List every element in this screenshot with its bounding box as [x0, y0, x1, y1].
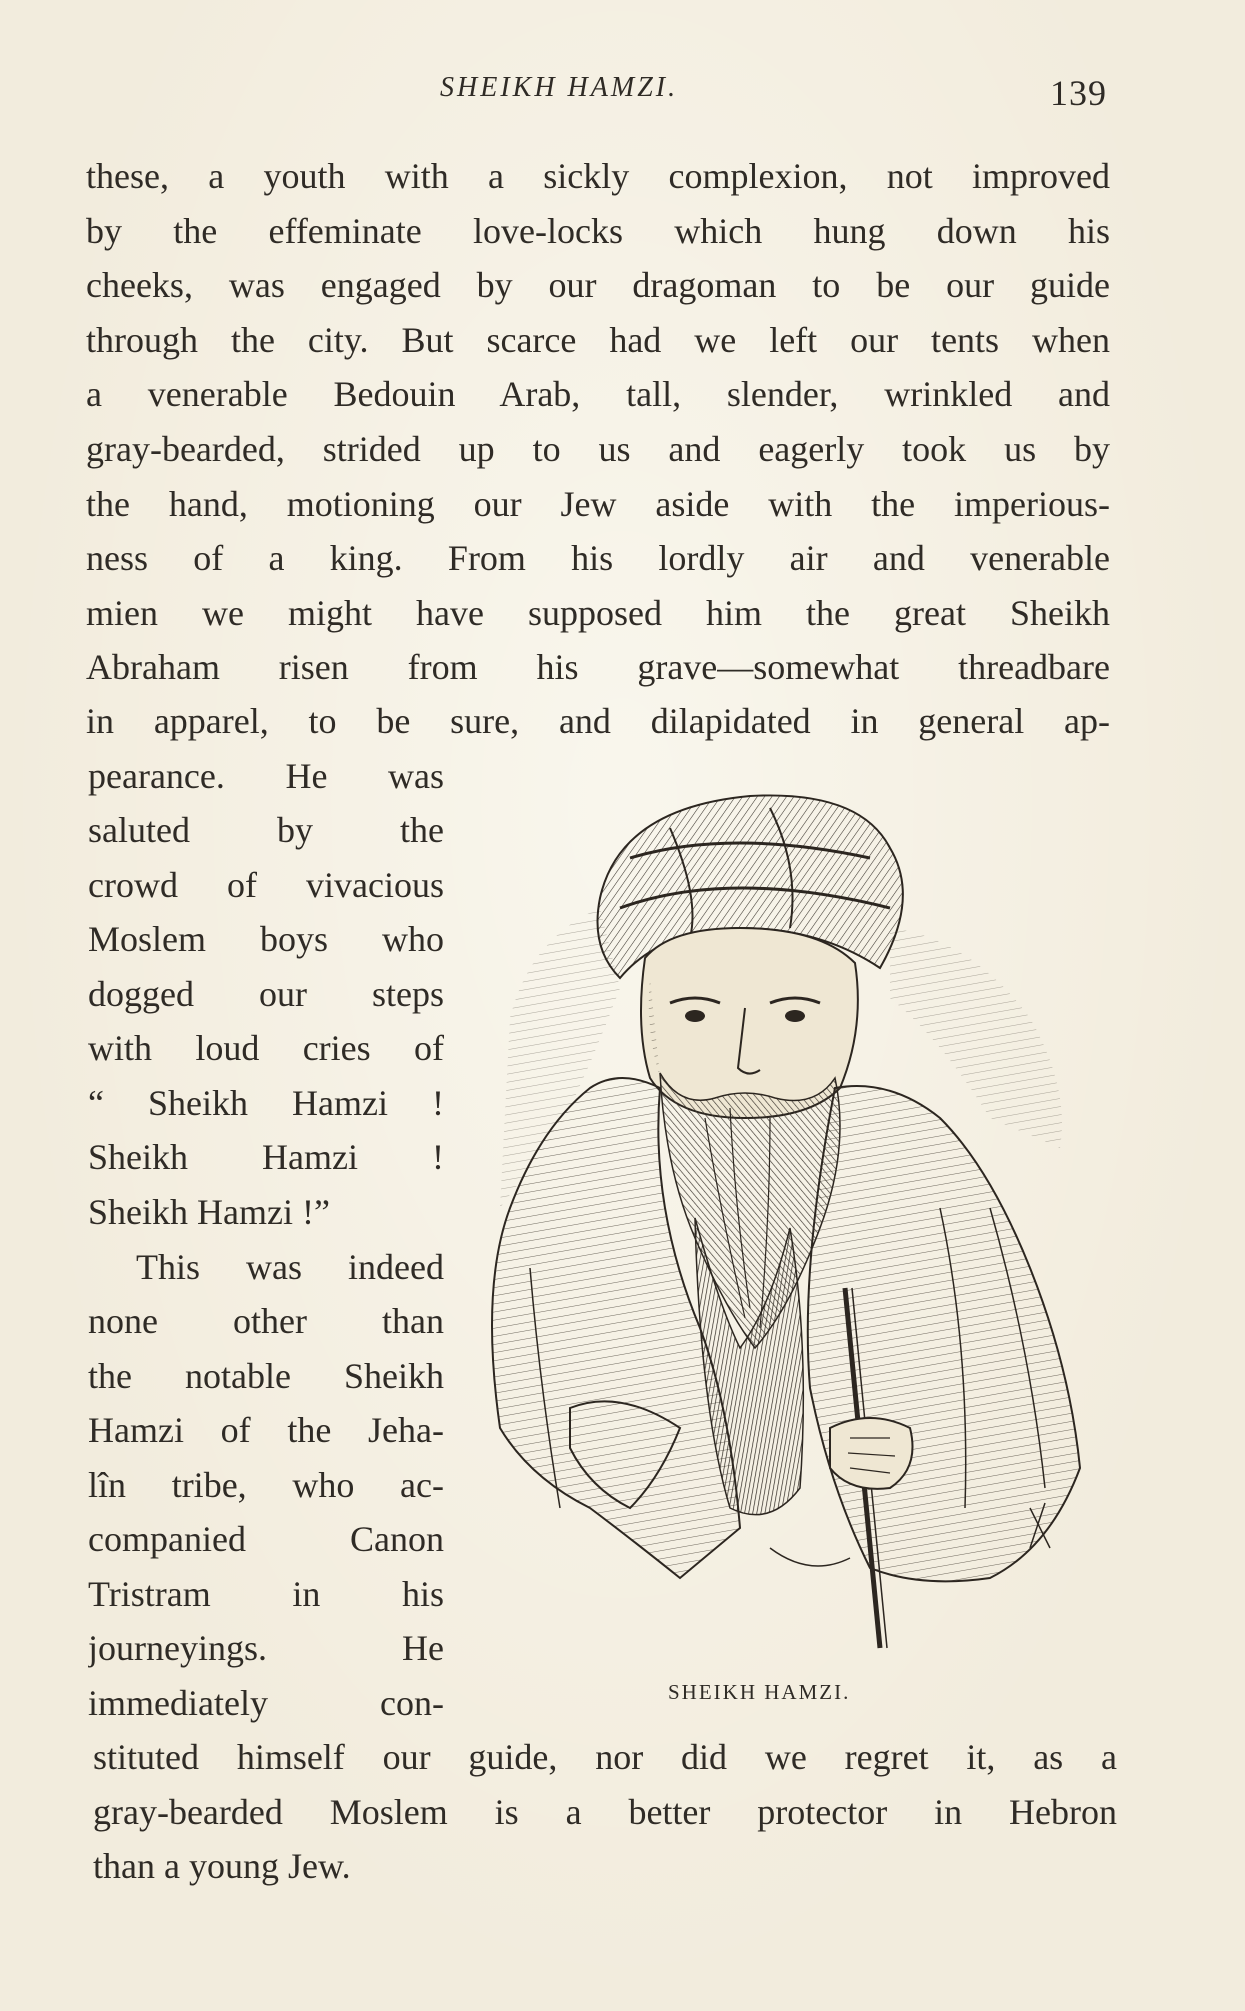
- text-line: by the effeminate love-locks which hung down his: [86, 211, 1110, 251]
- text-line: immediately con-: [88, 1683, 444, 1723]
- running-head: SHEIKH HAMZI.: [440, 72, 679, 103]
- text-line: gray-bearded Moslem is a better protector in Hebron: [93, 1792, 1117, 1832]
- text-line: “ Sheikh Hamzi !: [88, 1083, 444, 1123]
- text-line: This was indeed: [136, 1247, 444, 1287]
- text-line: pearance. He was: [88, 756, 444, 796]
- text-line: lîn tribe, who ac-: [88, 1465, 444, 1505]
- text-line: Sheikh Hamzi !: [88, 1137, 444, 1177]
- text-line: with loud cries of: [88, 1028, 444, 1068]
- text-line: journeyings. He: [88, 1628, 444, 1668]
- text-line: Hamzi of the Jeha-: [88, 1410, 444, 1450]
- text-line: saluted by the: [88, 810, 444, 850]
- text-line: Abraham risen from his grave—somewhat threadbare: [86, 647, 1110, 687]
- text-line: ness of a king. From his lordly air and venerable: [86, 538, 1110, 578]
- text-line: crowd of vivacious: [88, 865, 444, 905]
- text-line: Moslem boys who: [88, 919, 444, 959]
- text-line: the notable Sheikh: [88, 1356, 444, 1396]
- text-line: stituted himself our guide, nor did we regret it, as a: [93, 1737, 1117, 1777]
- text-line: cheeks, was engaged by our dragoman to be our guide: [86, 265, 1110, 305]
- text-line: Tristram in his: [88, 1574, 444, 1614]
- text-line: Sheikh Hamzi !”: [88, 1192, 330, 1232]
- text-line: these, a youth with a sickly complexion, not improved: [86, 156, 1110, 196]
- figure-caption: SHEIKH HAMZI.: [668, 1680, 851, 1704]
- text-line: companied Canon: [88, 1519, 444, 1559]
- text-line: the hand, motioning our Jew aside with the imperious-: [86, 484, 1110, 524]
- text-line: than a young Jew.: [93, 1846, 351, 1886]
- sheikh-portrait-engraving: [470, 788, 1110, 1668]
- text-line: dogged our steps: [88, 974, 444, 1014]
- text-line: in apparel, to be sure, and dilapidated in general ap-: [86, 701, 1110, 741]
- text-line: gray-bearded, strided up to us and eagerly took us by: [86, 429, 1110, 469]
- page-number: 139: [1050, 73, 1107, 113]
- text-line: none other than: [88, 1301, 444, 1341]
- text-line: mien we might have supposed him the great Sheikh: [86, 593, 1110, 633]
- text-line: a venerable Bedouin Arab, tall, slender, wrinkled and: [86, 374, 1110, 414]
- text-line: through the city. But scarce had we left our tents when: [86, 320, 1110, 360]
